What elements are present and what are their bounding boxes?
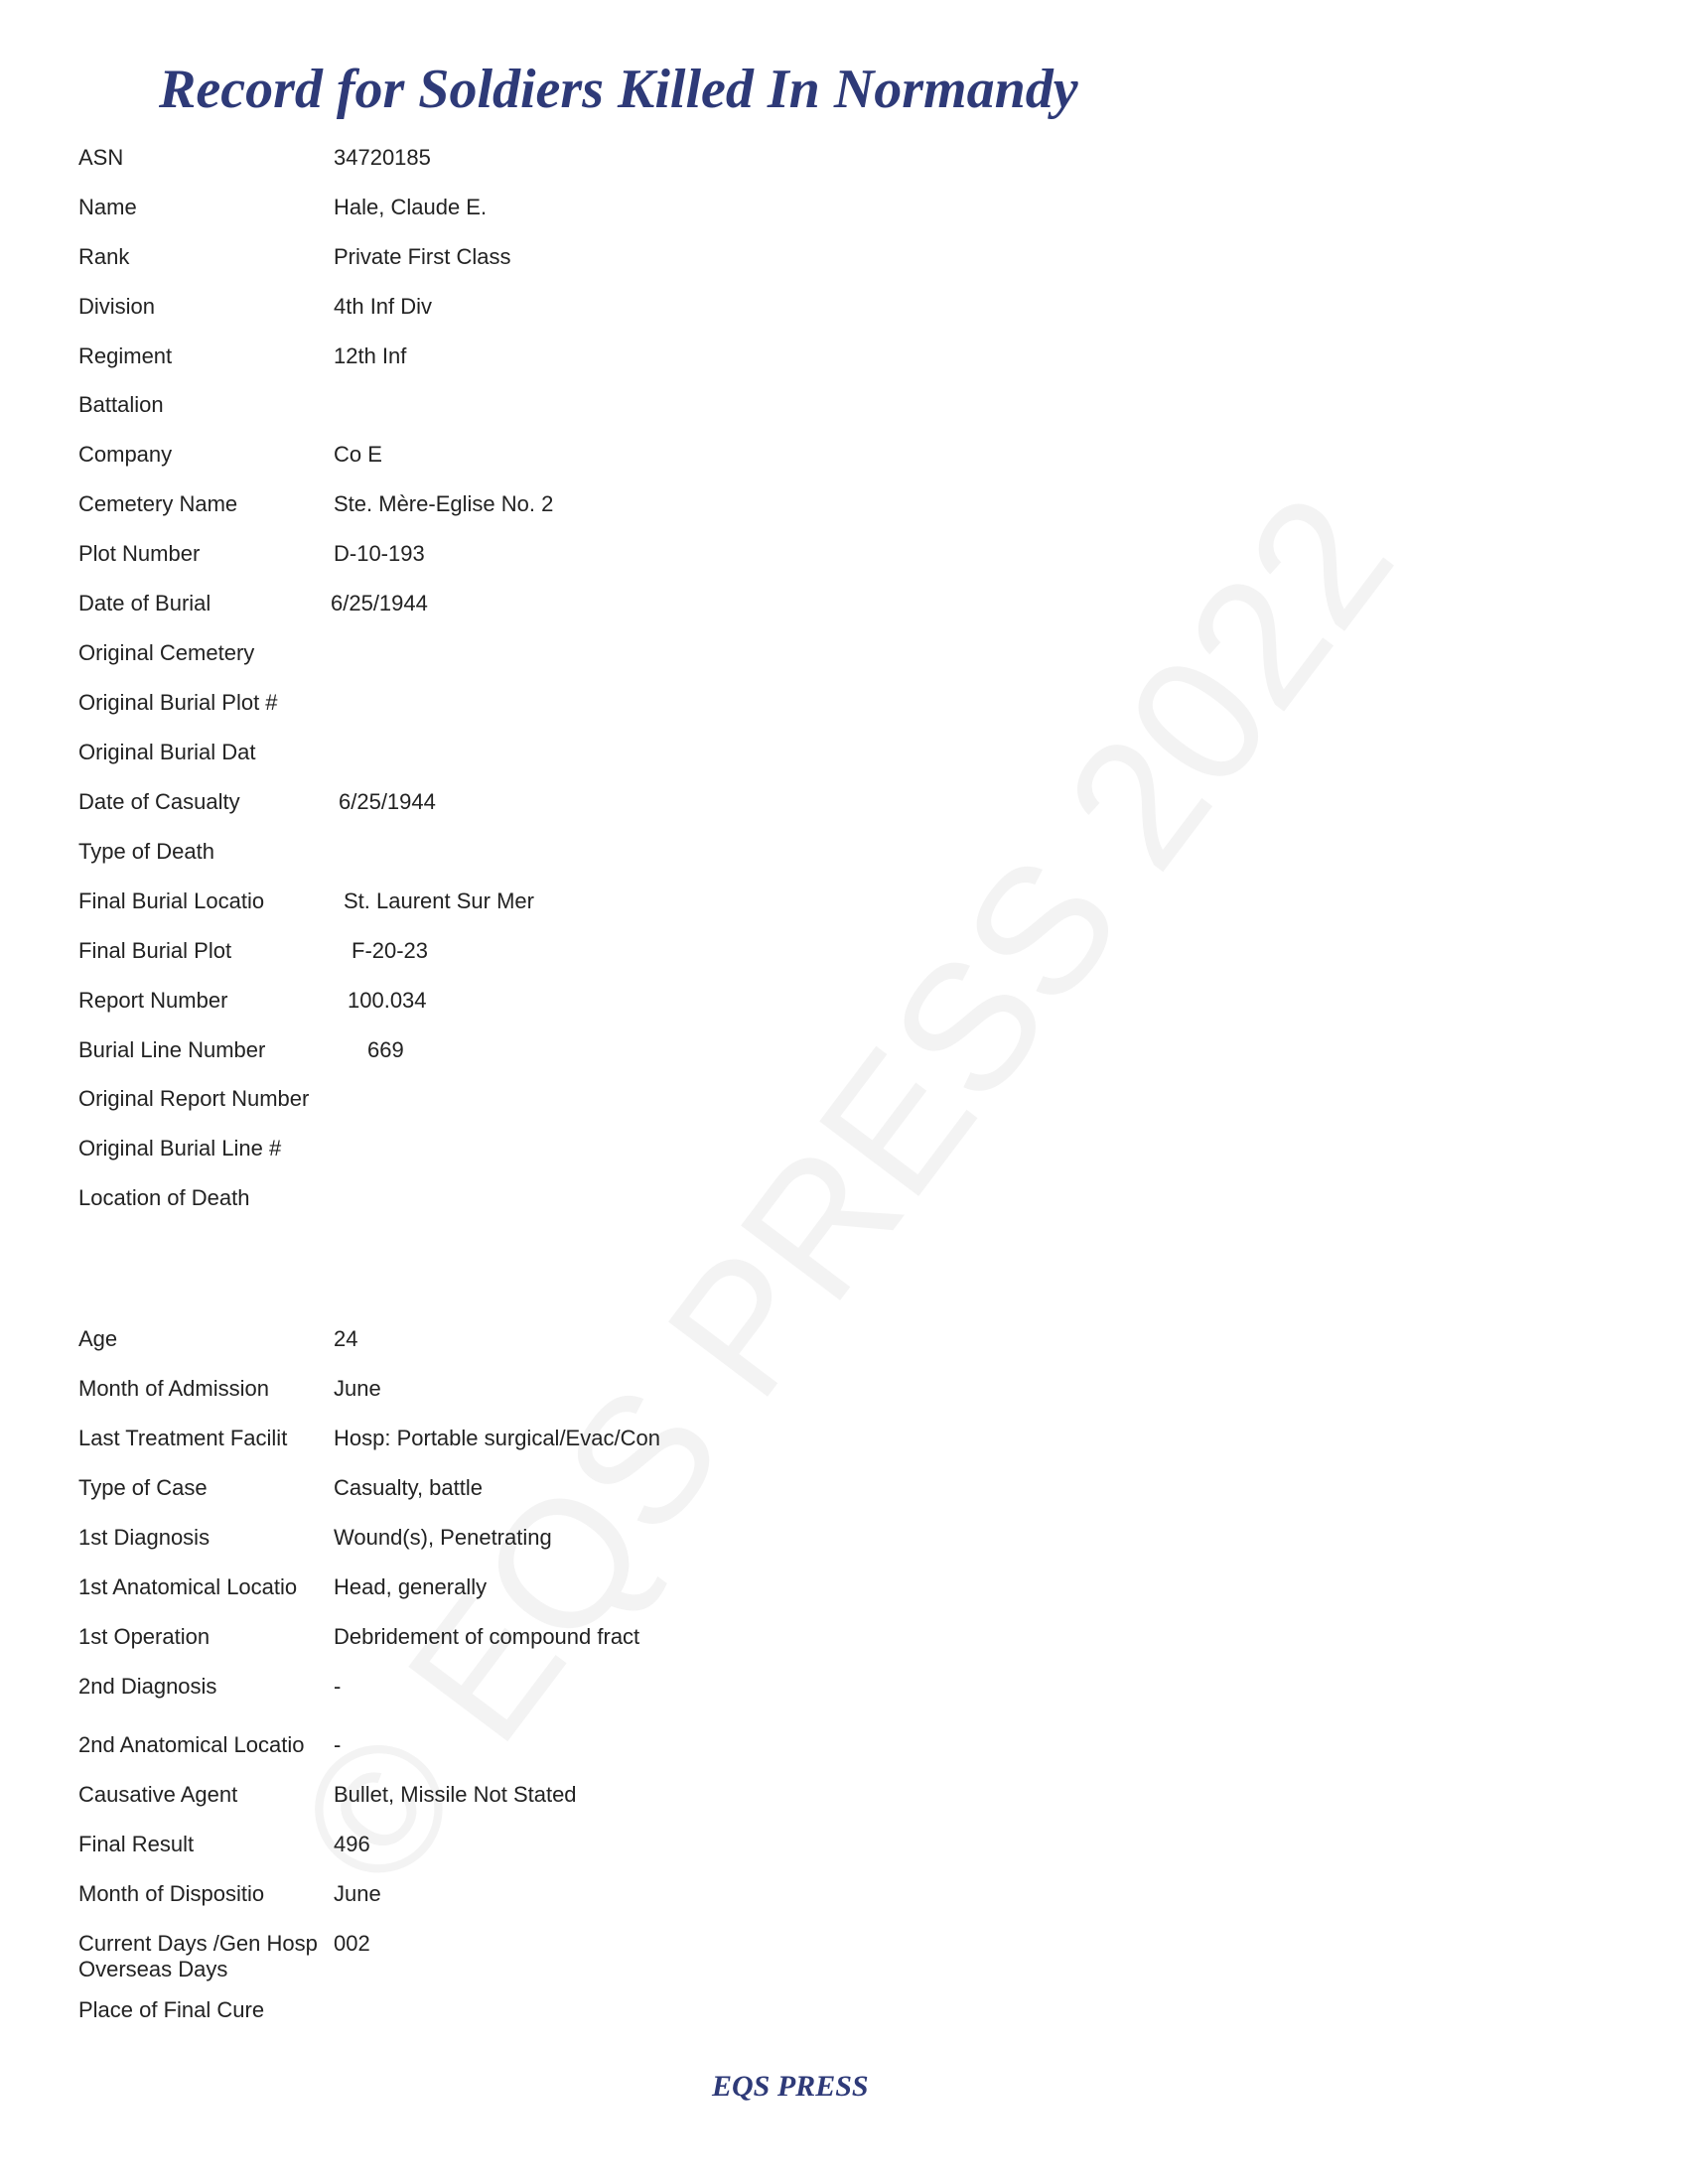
field-label-division: Division bbox=[78, 294, 156, 319]
field-label-1st-diagnosis: 1st Diagnosis bbox=[78, 1525, 211, 1550]
field-value-division: 4th Inf Div bbox=[334, 294, 433, 319]
field-value-final-result: 496 bbox=[334, 1832, 370, 1856]
field-label-battalion: Battalion bbox=[78, 392, 164, 417]
field-value-plot-number: D-10-193 bbox=[334, 541, 425, 566]
field-label-asn: ASN bbox=[78, 145, 124, 170]
field-value-name: Hale, Claude E. bbox=[334, 195, 488, 219]
footer-publisher: EQS PRESS bbox=[712, 2070, 869, 2103]
field-label-company: Company bbox=[78, 442, 173, 467]
field-value-cemetery-name: Ste. Mère-Eglise No. 2 bbox=[334, 491, 554, 516]
field-value-1st-diagnosis: Wound(s), Penetrating bbox=[334, 1525, 552, 1550]
field-label-type-of-death: Type of Death bbox=[78, 839, 214, 864]
field-label-burial-line-number: Burial Line Number bbox=[78, 1037, 266, 1062]
field-label-final-burial-location: Final Burial Locatio bbox=[78, 888, 265, 913]
field-value-final-burial-plot: F-20-23 bbox=[352, 938, 429, 963]
field-label-cemetery-name: Cemetery Name bbox=[78, 491, 238, 516]
field-label-original-cemetery: Original Cemetery bbox=[78, 640, 255, 665]
field-label-2nd-diagnosis: 2nd Diagnosis bbox=[78, 1674, 217, 1699]
field-value-burial-line-number: 669 bbox=[367, 1037, 404, 1062]
field-label-location-of-death: Location of Death bbox=[78, 1185, 250, 1210]
field-value-month-of-admission: June bbox=[334, 1376, 381, 1401]
watermark bbox=[255, 458, 1433, 1925]
field-label-last-treatment-facility: Last Treatment Facilit bbox=[78, 1426, 288, 1450]
field-value-causative-agent: Bullet, Missile Not Stated bbox=[334, 1782, 577, 1807]
field-value-asn: 34720185 bbox=[334, 145, 431, 170]
field-value-report-number: 100.034 bbox=[348, 988, 427, 1013]
field-label-rank: Rank bbox=[78, 244, 130, 269]
field-value-date-of-casualty: 6/25/1944 bbox=[339, 789, 436, 814]
field-value-age: 24 bbox=[334, 1326, 358, 1351]
field-value-2nd-anatomical-location: - bbox=[334, 1732, 342, 1757]
field-value-type-of-case: Casualty, battle bbox=[334, 1475, 484, 1500]
field-value-final-burial-location: St. Laurent Sur Mer bbox=[344, 888, 534, 913]
field-value-date-of-burial: 6/25/1944 bbox=[331, 591, 428, 615]
field-label-date-of-casualty: Date of Casualty bbox=[78, 789, 240, 814]
field-label-original-burial-line: Original Burial Line # bbox=[78, 1136, 282, 1160]
field-value-2nd-diagnosis: - bbox=[334, 1674, 342, 1699]
field-value-current-days-gen-hosp: 002 bbox=[334, 1931, 370, 1956]
field-value-company: Co E bbox=[334, 442, 382, 467]
field-value-regiment: 12th Inf bbox=[334, 343, 407, 368]
field-label-name: Name bbox=[78, 195, 137, 219]
page-title: Record for Soldiers Killed In Normandy bbox=[159, 59, 1078, 120]
field-label-2nd-anatomical-location: 2nd Anatomical Locatio bbox=[78, 1732, 305, 1757]
field-label-causative-agent: Causative Agent bbox=[78, 1782, 238, 1807]
field-label-place-of-final-cure: Place of Final Cure bbox=[78, 1997, 265, 2022]
field-label-age: Age bbox=[78, 1326, 118, 1351]
field-label-report-number: Report Number bbox=[78, 988, 228, 1013]
field-value-rank: Private First Class bbox=[334, 244, 511, 269]
field-label-month-of-disposition: Month of Dispositio bbox=[78, 1881, 265, 1906]
field-value-1st-operation: Debridement of compound fract bbox=[334, 1624, 640, 1649]
field-label-final-burial-plot: Final Burial Plot bbox=[78, 938, 232, 963]
field-label-regiment: Regiment bbox=[78, 343, 173, 368]
field-label-final-result: Final Result bbox=[78, 1832, 195, 1856]
field-label-current-days-gen-hosp: Current Days /Gen Hosp Overseas Days bbox=[78, 1931, 318, 1981]
field-label-original-burial-date: Original Burial Dat bbox=[78, 740, 256, 764]
field-label-1st-anatomical-location: 1st Anatomical Locatio bbox=[78, 1574, 298, 1599]
field-value-last-treatment-facility: Hosp: Portable surgical/Evac/Con bbox=[334, 1426, 660, 1450]
field-label-original-burial-plot: Original Burial Plot # bbox=[78, 690, 278, 715]
field-label-1st-operation: 1st Operation bbox=[78, 1624, 211, 1649]
field-label-plot-number: Plot Number bbox=[78, 541, 201, 566]
field-value-1st-anatomical-location: Head, generally bbox=[334, 1574, 488, 1599]
field-value-month-of-disposition: June bbox=[334, 1881, 381, 1906]
field-label-date-of-burial: Date of Burial bbox=[78, 591, 211, 615]
field-label-type-of-case: Type of Case bbox=[78, 1475, 208, 1500]
field-label-month-of-admission: Month of Admission bbox=[78, 1376, 269, 1401]
field-label-original-report-number: Original Report Number bbox=[78, 1086, 310, 1111]
